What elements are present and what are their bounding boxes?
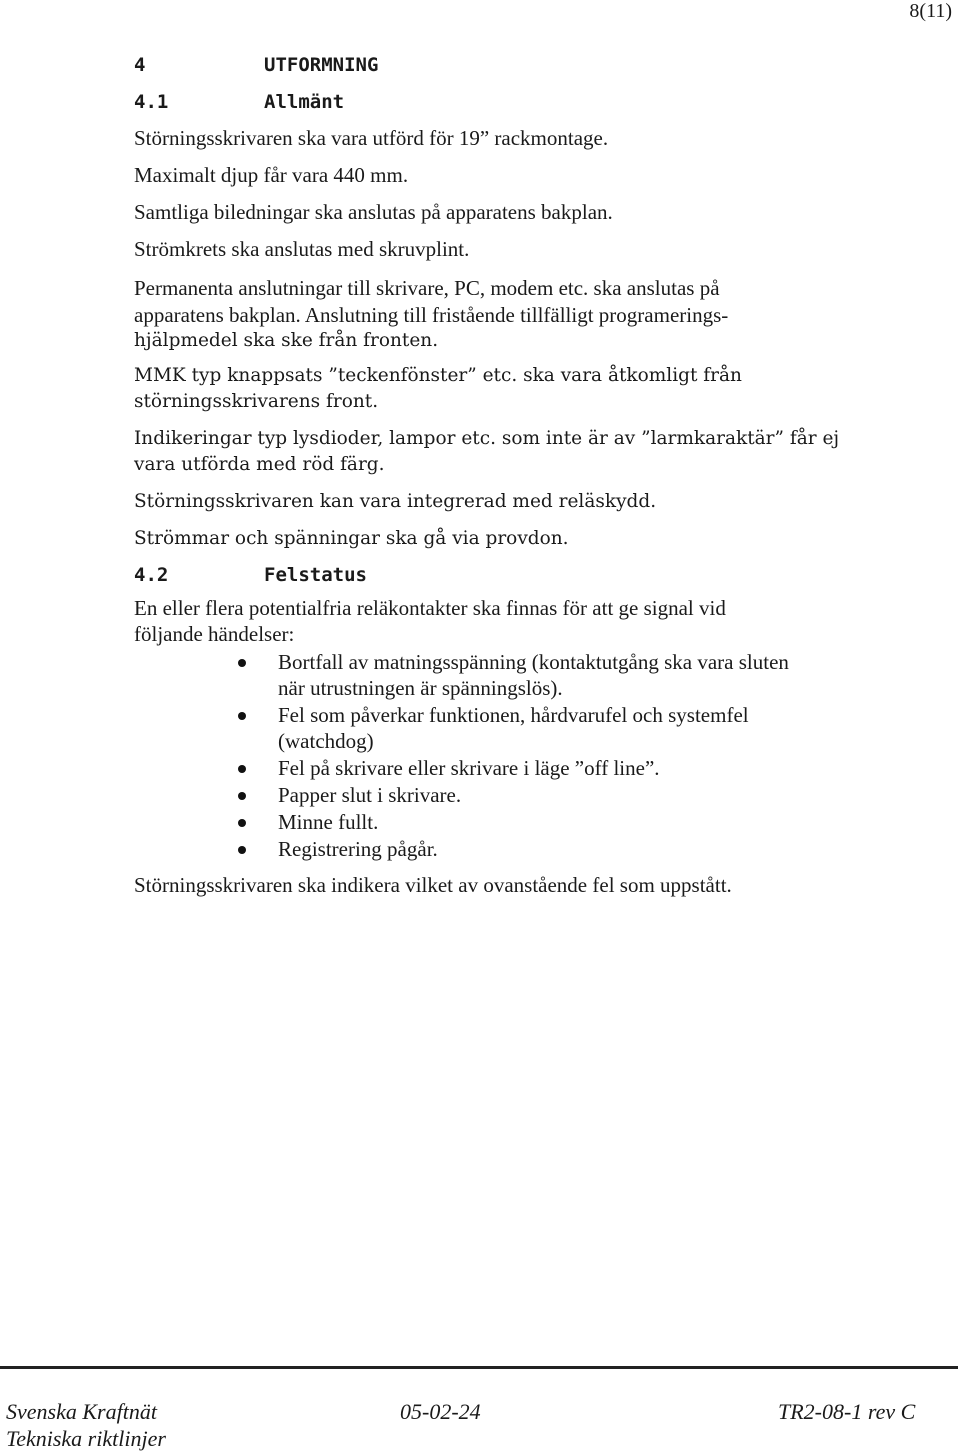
text-line: vara utförda med röd färg. (134, 454, 385, 475)
section-4-heading (134, 46, 954, 83)
text-line: Indikeringar typ lysdioder, lampor etc. som inte är av ”larmkaraktär” får ej (134, 428, 840, 449)
text-line: MMK typ knappsats ”teckenfönster” etc. ska vara åtkomligt från (134, 365, 742, 386)
footer-subtitle: Tekniska riktlinjer (6, 1426, 166, 1451)
list-item: Fel som påverkar funktionen, hårdvarufel och systemfel (watchdog) (134, 702, 954, 754)
section-title: Allmänt (264, 90, 345, 113)
paragraph (134, 426, 954, 478)
bullet-icon (238, 765, 246, 773)
text-line: Samtliga biledningar ska anslutas på apparatens bakplan. (134, 200, 613, 224)
footer-divider (0, 1366, 958, 1369)
paragraph (134, 489, 954, 515)
section-4-2-heading (134, 556, 954, 593)
footer-date: 05-02-24 (400, 1399, 481, 1424)
list-item: Minne fullt. (134, 809, 954, 835)
text-line: Strömmar och spänningar ska gå via provdon. (134, 528, 569, 549)
section-4-1-text (134, 120, 954, 552)
page-footer (6, 1398, 946, 1452)
bullet-icon (238, 792, 246, 800)
list-item: Fel på skrivare eller skrivare i läge ”off line”. (134, 755, 954, 781)
section-4-1-heading (134, 83, 954, 120)
section-title: UTFORMNING (264, 53, 379, 76)
list-item: Papper slut i skrivare. (134, 782, 954, 808)
section-number: 4.1 (134, 90, 169, 113)
document-body (134, 46, 954, 898)
bullet-icon (238, 712, 246, 720)
section-number: 4.2 (134, 563, 169, 586)
paragraph (134, 526, 954, 552)
footer-organization: Svenska Kraftnät (6, 1399, 157, 1424)
list-item: Registrering pågår. (134, 836, 954, 862)
text-line: hjälpmedel ska ske från fronten. (134, 330, 439, 351)
text-line: En eller flera potentialfria reläkontakter ska finnas för att ge signal vid (134, 596, 726, 620)
section-number: 4 (134, 53, 146, 76)
closing-paragraph: Störningsskrivaren ska indikera vilket av ovanstående fel som uppstått. (134, 873, 732, 897)
footer-document-id: TR2-08-1 rev C (778, 1399, 916, 1424)
text-line: Permanenta anslutningar till skrivare, PC, modem etc. ska anslutas på (134, 276, 720, 300)
bullet-icon (238, 659, 246, 667)
text-line: följande händelser: (134, 622, 295, 646)
section-title: Felstatus (264, 563, 367, 586)
paragraph (134, 363, 954, 415)
event-list (134, 649, 954, 862)
list-item: Bortfall av matningsspänning (kontaktutgång ska vara sluten när utrustningen är spänningslös). (134, 649, 954, 701)
text-line: apparatens bakplan. Anslutning till fristående tillfälligt programerings- (134, 303, 729, 327)
page-number: 8(11) (909, 0, 952, 22)
text-line: störningsskrivarens front. (134, 391, 379, 412)
text-line: Störningsskrivaren kan vara integrerad med reläskydd. (134, 491, 657, 512)
text-line: Maximalt djup får vara 440 mm. (134, 163, 409, 187)
text-line: Störningsskrivaren ska vara utförd för 19” rackmontage. (134, 126, 609, 150)
text-line: Strömkrets ska anslutas med skruvplint. (134, 237, 470, 261)
section-4-2-intro (134, 595, 954, 647)
bullet-icon (238, 846, 246, 854)
bullet-icon (238, 819, 246, 827)
